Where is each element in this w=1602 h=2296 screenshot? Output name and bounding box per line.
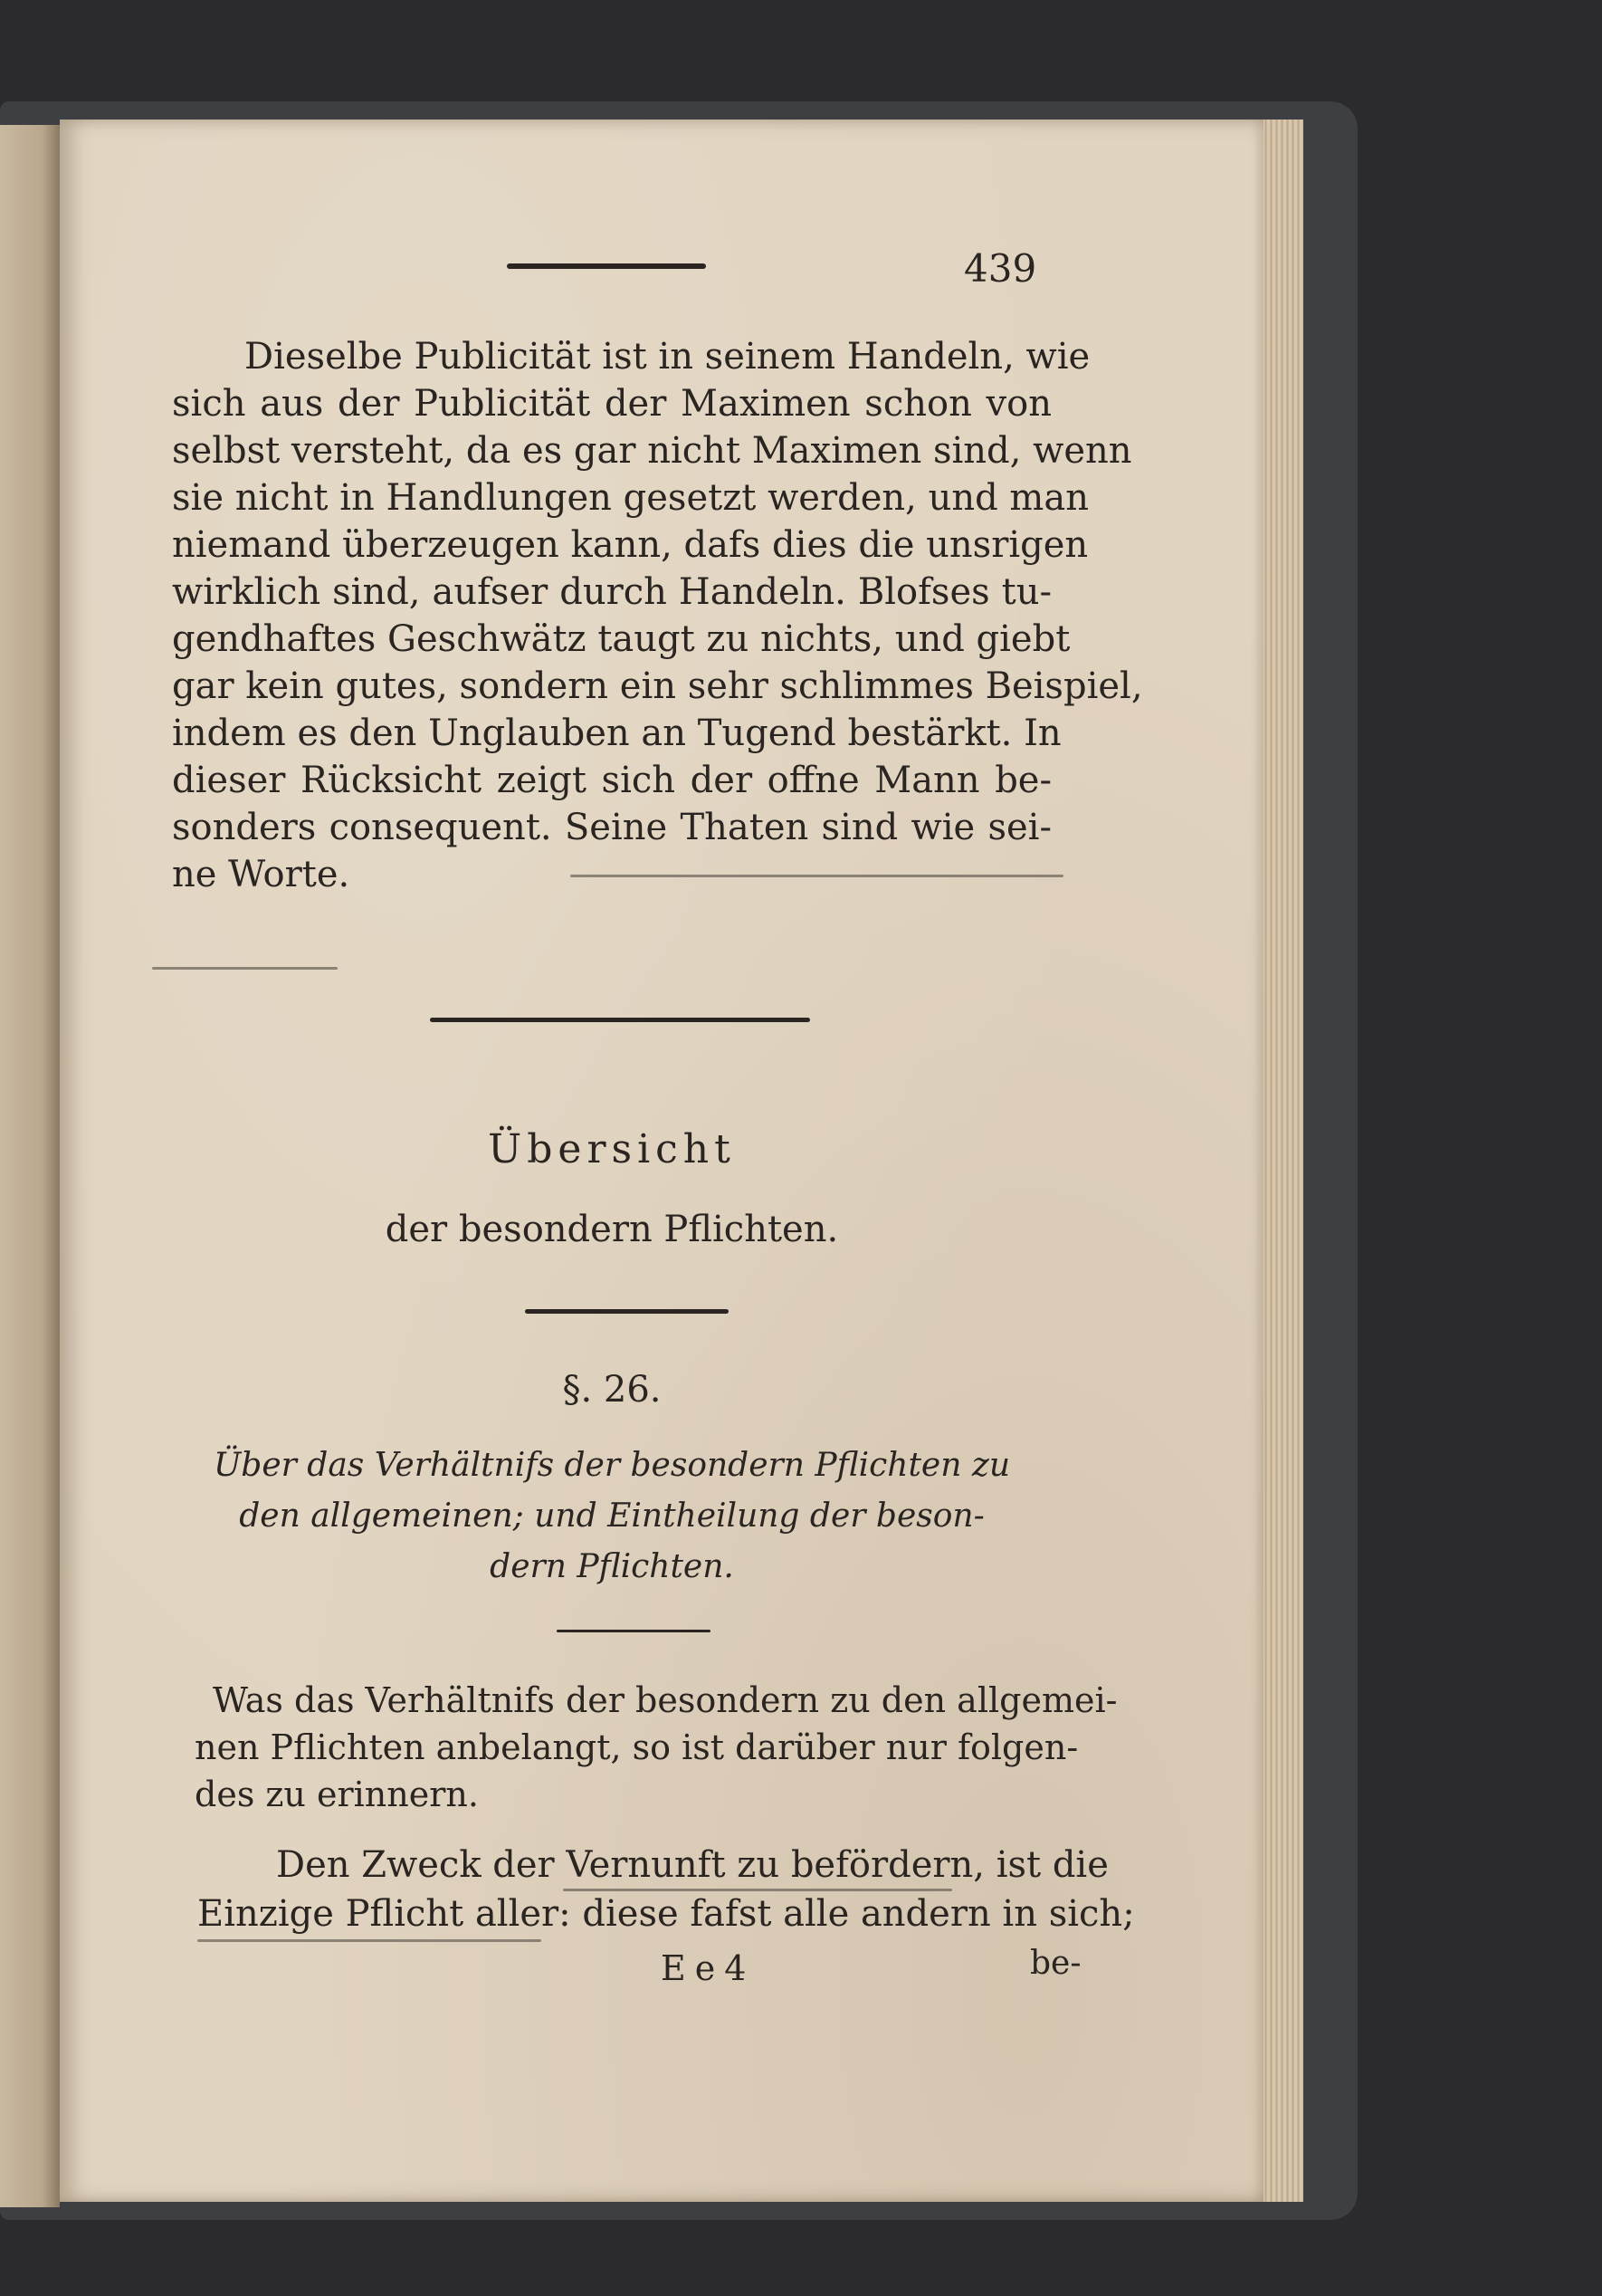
section-number: §. 26. xyxy=(562,1369,662,1411)
section-divider xyxy=(430,1018,810,1022)
pencil-underline xyxy=(152,967,338,970)
subtitle-line: den allgemeinen; und Eintheilung der beson- xyxy=(239,1497,985,1535)
text-line: Was das Verhältnifs der besondern zu den allgemei- xyxy=(213,1680,1118,1720)
catchword: be- xyxy=(1030,1945,1082,1982)
text-line: gar kein gutes, sondern ein sehr schlimmes Beispiel, xyxy=(172,665,1143,707)
previous-page-edge xyxy=(0,125,60,2207)
text-line: des zu erinnern. xyxy=(195,1775,479,1814)
text-line: niemand überzeugen kann, dafs dies die unsrigen xyxy=(172,524,1089,566)
pencil-underline xyxy=(570,875,1063,877)
heading-rule xyxy=(525,1309,729,1314)
text-line: nen Pflichten anbelangt, so ist darüber nur folgen- xyxy=(195,1727,1079,1767)
heading-line-2: der besondern Pflichten. xyxy=(385,1209,839,1250)
subtitle-rule xyxy=(557,1630,710,1632)
pencil-underline xyxy=(197,1939,541,1942)
text-line: wirklich sind, aufser durch Handeln. Blofses tu- xyxy=(172,571,1052,613)
text-line: gendhaftes Geschwätz taugt zu nichts, und giebt xyxy=(172,618,1071,660)
text-line: Einzige Pflicht aller: diese fafst alle andern in sich; xyxy=(197,1893,1135,1935)
text-line: indem es den Unglauben an Tugend bestärkt. In xyxy=(172,713,1062,754)
text-line: sonders consequent. Seine Thaten sind wie sei- xyxy=(172,807,1052,848)
subtitle-line: dern Pflichten. xyxy=(490,1548,734,1585)
text-line: dieser Rücksicht zeigt sich der offne Mann be- xyxy=(172,760,1052,801)
text-line: ne Worte. xyxy=(172,854,350,895)
subtitle-line: Über das Verhältnifs der besondern Pflichten zu xyxy=(213,1447,1011,1484)
text-line: sie nicht in Handlungen gesetzt werden, und man xyxy=(172,477,1089,519)
pencil-underline xyxy=(563,1889,952,1891)
header-rule xyxy=(507,263,706,269)
heading-line-1: Übersicht xyxy=(488,1126,736,1172)
text-line: selbst versteht, da es gar nicht Maximen sind, wenn xyxy=(172,430,1132,472)
text-line: Dieselbe Publicität ist in seinem Handeln, wie xyxy=(244,336,1091,378)
text-line: sich aus der Publicität der Maximen schon von xyxy=(172,383,1052,425)
signature-mark: Ee4 xyxy=(661,1948,756,1988)
text-line: Den Zweck der Vernunft zu befördern, ist die xyxy=(276,1844,1109,1886)
page-number: 439 xyxy=(964,246,1037,291)
